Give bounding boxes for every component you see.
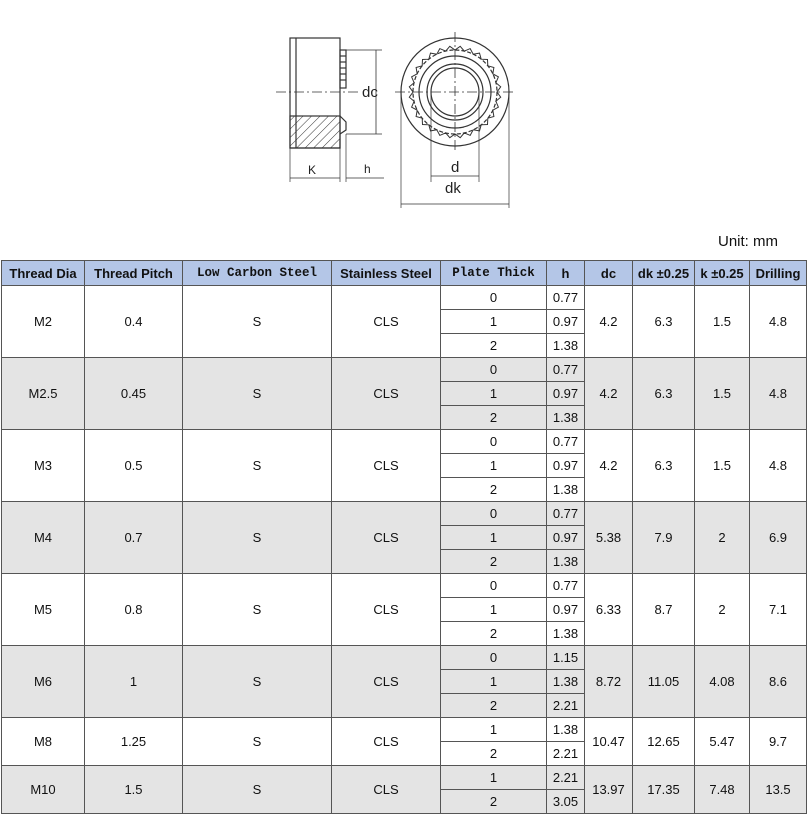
cell-low-carbon-steel: S — [183, 646, 332, 718]
table-body — [2, 286, 807, 814]
dim-dc-label: dc — [362, 84, 378, 101]
cell-thread-dia: M6 — [2, 646, 85, 718]
cell-stainless-steel: CLS — [332, 718, 441, 766]
cell-dk: 8.7 — [633, 574, 695, 646]
cell-k: 5.47 — [695, 718, 750, 766]
table-row — [2, 574, 807, 598]
cell-plate-thick: 2 — [441, 334, 547, 358]
cell-thread-pitch: 1 — [85, 646, 183, 718]
cell-h: 0.77 — [547, 430, 585, 454]
cell-h: 3.05 — [547, 790, 585, 814]
cell-stainless-steel: CLS — [332, 766, 441, 814]
cell-drilling: 7.1 — [750, 574, 807, 646]
cell-thread-pitch: 1.25 — [85, 718, 183, 766]
cell-h: 1.15 — [547, 646, 585, 670]
cell-thread-pitch: 0.45 — [85, 358, 183, 430]
cell-thread-dia: M2 — [2, 286, 85, 358]
cell-dc: 8.72 — [585, 646, 633, 718]
header-stainless-steel: Stainless Steel — [332, 261, 441, 286]
cell-h: 2.21 — [547, 742, 585, 766]
cell-low-carbon-steel: S — [183, 766, 332, 814]
cell-h: 0.77 — [547, 358, 585, 382]
cell-h: 1.38 — [547, 334, 585, 358]
cell-plate-thick: 1 — [441, 670, 547, 694]
cell-plate-thick: 2 — [441, 622, 547, 646]
cell-h: 0.77 — [547, 502, 585, 526]
table-row — [2, 718, 807, 742]
cell-plate-thick: 1 — [441, 766, 547, 790]
cell-thread-pitch: 0.8 — [85, 574, 183, 646]
cell-dc: 13.97 — [585, 766, 633, 814]
cell-h: 1.38 — [547, 550, 585, 574]
cell-k: 2 — [695, 502, 750, 574]
cell-plate-thick: 1 — [441, 598, 547, 622]
cell-h: 1.38 — [547, 478, 585, 502]
cell-h: 2.21 — [547, 694, 585, 718]
table-row — [2, 358, 807, 382]
cell-dk: 12.65 — [633, 718, 695, 766]
cell-dk: 7.9 — [633, 502, 695, 574]
cell-dk: 6.3 — [633, 430, 695, 502]
cell-dk: 6.3 — [633, 286, 695, 358]
cell-h: 0.97 — [547, 598, 585, 622]
cell-dk: 11.05 — [633, 646, 695, 718]
cell-stainless-steel: CLS — [332, 574, 441, 646]
table-row — [2, 502, 807, 526]
cell-plate-thick: 2 — [441, 478, 547, 502]
cell-h: 1.38 — [547, 670, 585, 694]
cell-k: 4.08 — [695, 646, 750, 718]
cell-plate-thick: 2 — [441, 790, 547, 814]
cell-thread-dia: M4 — [2, 502, 85, 574]
cell-low-carbon-steel: S — [183, 286, 332, 358]
cell-drilling: 4.8 — [750, 358, 807, 430]
cell-plate-thick: 0 — [441, 574, 547, 598]
cell-h: 1.38 — [547, 622, 585, 646]
cell-plate-thick: 1 — [441, 382, 547, 406]
cell-plate-thick: 2 — [441, 550, 547, 574]
header-dc: dc — [585, 261, 633, 286]
cell-thread-pitch: 0.4 — [85, 286, 183, 358]
nut-technical-drawing — [270, 30, 530, 212]
header-thread-pitch: Thread Pitch — [85, 261, 183, 286]
cell-dc: 10.47 — [585, 718, 633, 766]
cell-drilling: 8.6 — [750, 646, 807, 718]
dim-h-label: h — [364, 162, 371, 176]
cell-thread-dia: M10 — [2, 766, 85, 814]
cell-h: 1.38 — [547, 406, 585, 430]
cell-h: 0.97 — [547, 310, 585, 334]
header-thread-dia: Thread Dia — [2, 261, 85, 286]
cell-stainless-steel: CLS — [332, 286, 441, 358]
cell-plate-thick: 2 — [441, 742, 547, 766]
cell-drilling: 13.5 — [750, 766, 807, 814]
cell-drilling: 9.7 — [750, 718, 807, 766]
cell-h: 0.97 — [547, 526, 585, 550]
cell-thread-dia: M5 — [2, 574, 85, 646]
header-drilling: Drilling — [750, 261, 807, 286]
cell-dc: 4.2 — [585, 430, 633, 502]
table-row — [2, 430, 807, 454]
cell-dc: 4.2 — [585, 286, 633, 358]
cell-stainless-steel: CLS — [332, 358, 441, 430]
cell-h: 0.97 — [547, 382, 585, 406]
cell-k: 7.48 — [695, 766, 750, 814]
cell-stainless-steel: CLS — [332, 502, 441, 574]
cell-dc: 5.38 — [585, 502, 633, 574]
header-dk: dk ±0.25 — [633, 261, 695, 286]
cell-plate-thick: 2 — [441, 406, 547, 430]
header-k: k ±0.25 — [695, 261, 750, 286]
cell-dc: 6.33 — [585, 574, 633, 646]
cell-low-carbon-steel: S — [183, 430, 332, 502]
table-row — [2, 766, 807, 790]
cell-thread-pitch: 1.5 — [85, 766, 183, 814]
header-low-carbon-steel: Low Carbon Steel — [183, 261, 332, 286]
side-view — [276, 38, 384, 182]
cell-plate-thick: 0 — [441, 502, 547, 526]
cell-plate-thick: 1 — [441, 310, 547, 334]
cell-plate-thick: 1 — [441, 526, 547, 550]
cell-h: 0.77 — [547, 574, 585, 598]
cell-low-carbon-steel: S — [183, 502, 332, 574]
cell-thread-dia: M8 — [2, 718, 85, 766]
header-h: h — [547, 261, 585, 286]
cell-h: 0.97 — [547, 454, 585, 478]
dim-dk-label: dk — [445, 180, 461, 197]
cell-k: 1.5 — [695, 286, 750, 358]
table-row — [2, 286, 807, 310]
cell-low-carbon-steel: S — [183, 574, 332, 646]
table-row — [2, 646, 807, 670]
dim-d-label: d — [451, 159, 460, 176]
cell-plate-thick: 0 — [441, 358, 547, 382]
cell-dc: 4.2 — [585, 358, 633, 430]
cell-low-carbon-steel: S — [183, 358, 332, 430]
cell-plate-thick: 0 — [441, 646, 547, 670]
cell-k: 1.5 — [695, 358, 750, 430]
cell-plate-thick: 1 — [441, 454, 547, 478]
header-plate-thick: Plate Thick — [441, 261, 547, 286]
unit-label: Unit: mm — [718, 233, 778, 250]
cell-plate-thick: 0 — [441, 286, 547, 310]
cell-plate-thick: 1 — [441, 718, 547, 742]
cell-dk: 6.3 — [633, 358, 695, 430]
cell-thread-dia: M2.5 — [2, 358, 85, 430]
cell-h: 1.38 — [547, 718, 585, 742]
table-header-row — [2, 261, 807, 286]
cell-stainless-steel: CLS — [332, 430, 441, 502]
cell-drilling: 6.9 — [750, 502, 807, 574]
cell-low-carbon-steel: S — [183, 718, 332, 766]
dim-k-label: K — [308, 163, 317, 177]
spec-table — [1, 260, 807, 814]
cell-k: 1.5 — [695, 430, 750, 502]
cell-plate-thick: 0 — [441, 430, 547, 454]
cell-dk: 17.35 — [633, 766, 695, 814]
cell-h: 0.77 — [547, 286, 585, 310]
cell-k: 2 — [695, 574, 750, 646]
cell-h: 2.21 — [547, 766, 585, 790]
cell-drilling: 4.8 — [750, 286, 807, 358]
cell-thread-pitch: 0.7 — [85, 502, 183, 574]
cell-thread-dia: M3 — [2, 430, 85, 502]
cell-plate-thick: 2 — [441, 694, 547, 718]
cell-stainless-steel: CLS — [332, 646, 441, 718]
cell-thread-pitch: 0.5 — [85, 430, 183, 502]
cell-drilling: 4.8 — [750, 430, 807, 502]
